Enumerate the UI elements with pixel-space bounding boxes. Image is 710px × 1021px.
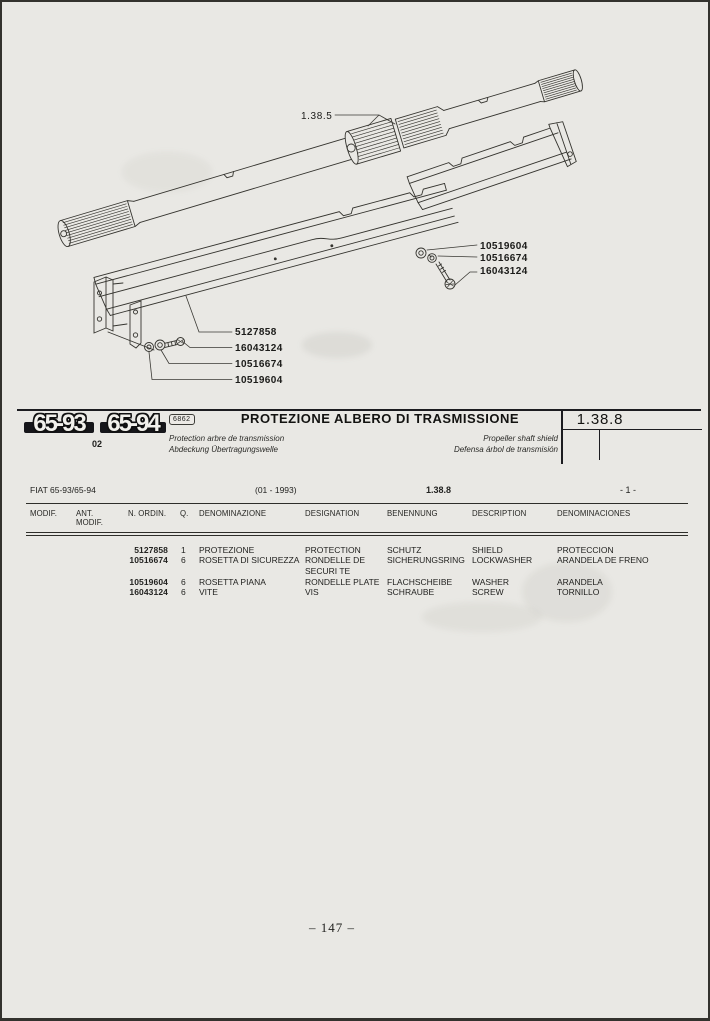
cell-qty: 6	[181, 576, 186, 587]
cell-description: SCREW	[472, 587, 504, 598]
subtitle-left	[169, 433, 284, 455]
propeller-shaft-drawing	[55, 63, 587, 251]
cell-denominaciones: TORNILLO	[557, 587, 600, 598]
subtitle-en: Propeller shaft shield	[483, 434, 558, 443]
cell-designation: RONDELLE PLATE	[305, 576, 380, 587]
callout-label: 5127858	[235, 327, 277, 338]
cell-denominazione: VITE	[199, 587, 218, 598]
column-header-n-ordin: N. ORDIN.	[128, 509, 167, 518]
subtitle-fr: Protection arbre de transmission	[169, 434, 285, 443]
page-title: PROTEZIONE ALBERO DI TRASMISSIONE	[240, 411, 520, 426]
column-header-denominazione: DENOMINAZIONE	[199, 509, 267, 518]
section-underline	[561, 429, 702, 430]
shield-end-bracket	[549, 120, 577, 168]
section-reference: 1.38.8	[576, 411, 624, 428]
table-row	[26, 555, 688, 576]
table-row	[26, 577, 688, 588]
shaft-section-callout: 1.38.5	[301, 111, 333, 122]
shaft-spline-mid-a	[352, 122, 400, 160]
callout-label: 10519604	[235, 375, 283, 386]
page-number: – 147 –	[309, 920, 355, 935]
model-badge	[100, 410, 166, 440]
column-header-description: DESCRIPTION	[472, 509, 527, 518]
code-box: 6862	[169, 414, 195, 425]
cell-benennung: SICHERUNGSRING	[387, 555, 465, 566]
cell-part-number: 10516674	[129, 555, 168, 566]
lockwasher-icon	[428, 254, 437, 263]
cell-qty: 6	[181, 555, 186, 566]
subtitle-es: Defensa árbol de transmisión	[453, 445, 558, 454]
table-section-reference: 1.38.8	[426, 485, 452, 495]
cell-designation: VIS	[305, 587, 319, 598]
shaft-spline-mid-b	[398, 110, 443, 144]
cell-denominaciones: ARANDELA	[557, 576, 603, 587]
column-header-denominaciones: DENOMINACIONES	[557, 509, 631, 518]
cell-denominaciones: PROTECCION	[557, 544, 614, 555]
cell-benennung: SCHUTZ	[387, 544, 422, 555]
model-reference: FIAT 65-93/65-94	[30, 485, 96, 495]
exploded-parts-diagram	[2, 44, 710, 404]
model-badge-text: 65-93	[33, 410, 85, 437]
callout-label: 10519604	[480, 241, 528, 252]
shield-lower-drawing	[94, 183, 458, 317]
cell-ant-modif	[72, 555, 122, 576]
cell-ant-modif	[72, 587, 122, 598]
cell-benennung: FLACHSCHEIBE	[387, 576, 453, 587]
bolt-icon	[165, 338, 185, 348]
cell-description: WASHER	[472, 576, 509, 587]
table-column-headers	[26, 504, 688, 531]
parts-table	[26, 483, 688, 598]
cell-part-number: 16043124	[129, 587, 168, 598]
model-badge-text: 65-94	[107, 410, 159, 437]
model-badge	[24, 410, 94, 440]
table-row	[26, 587, 688, 598]
callout-label: 16043124	[235, 343, 283, 354]
subtitle-right	[358, 433, 558, 455]
washer-icon	[416, 248, 426, 258]
cell-denominazione: PROTEZIONE	[199, 544, 255, 555]
callout-label: 16043124	[480, 266, 528, 277]
callout-label: 10516674	[235, 359, 283, 370]
cell-modif	[26, 555, 72, 576]
shield-end-plate	[94, 277, 154, 350]
cell-denominazione: ROSETTA PIANA	[199, 576, 266, 587]
cell-qty: 6	[181, 587, 186, 598]
cell-denominaciones: ARANDELA DE FRENO	[557, 555, 649, 566]
cell-modif	[26, 545, 72, 556]
callout-label: 10516674	[480, 253, 528, 264]
cell-part-number: 10519604	[129, 576, 168, 587]
cell-description: LOCKWASHER	[472, 555, 533, 566]
lockwasher-icon	[155, 340, 165, 350]
cell-qty: 1	[181, 544, 186, 555]
cell-modif	[26, 577, 72, 588]
cell-denominazione: ROSETTA DI SICUREZZA	[199, 555, 300, 566]
cell-modif	[26, 587, 72, 598]
leader-lines	[149, 115, 477, 380]
column-header-benennung: BENENNUNG	[387, 509, 438, 518]
column-header-designation: DESIGNATION	[305, 509, 360, 518]
shield-upper-drawing	[406, 120, 577, 217]
cell-ant-modif	[72, 545, 122, 556]
shaft-spline-right	[541, 73, 577, 99]
table-meta-row	[26, 483, 688, 503]
cell-part-number: 5127858	[134, 544, 168, 555]
screw-icon	[436, 262, 455, 289]
validity-period: (01 - 1993)	[255, 485, 297, 495]
scan-smudge	[422, 602, 542, 632]
column-header-ant-modif: ANT. MODIF.	[76, 509, 104, 527]
cell-designation: RONDELLE DE SECURI TE	[305, 555, 365, 576]
cell-description: SHIELD	[472, 544, 503, 555]
column-header-q: Q.	[180, 509, 189, 518]
badge-note: 02	[92, 439, 103, 449]
section-tick	[599, 429, 600, 460]
cell-designation: PROTECTION	[305, 544, 361, 555]
cell-ant-modif	[72, 577, 122, 588]
subtitle-de: Abdeckung Übertragungswelle	[169, 445, 278, 454]
table-row	[26, 545, 688, 556]
cell-benennung: SCHRAUBE	[387, 587, 435, 598]
column-header-modif: MODIF.	[30, 509, 58, 518]
table-body	[26, 536, 688, 599]
sheet-number: - 1 -	[620, 485, 637, 495]
